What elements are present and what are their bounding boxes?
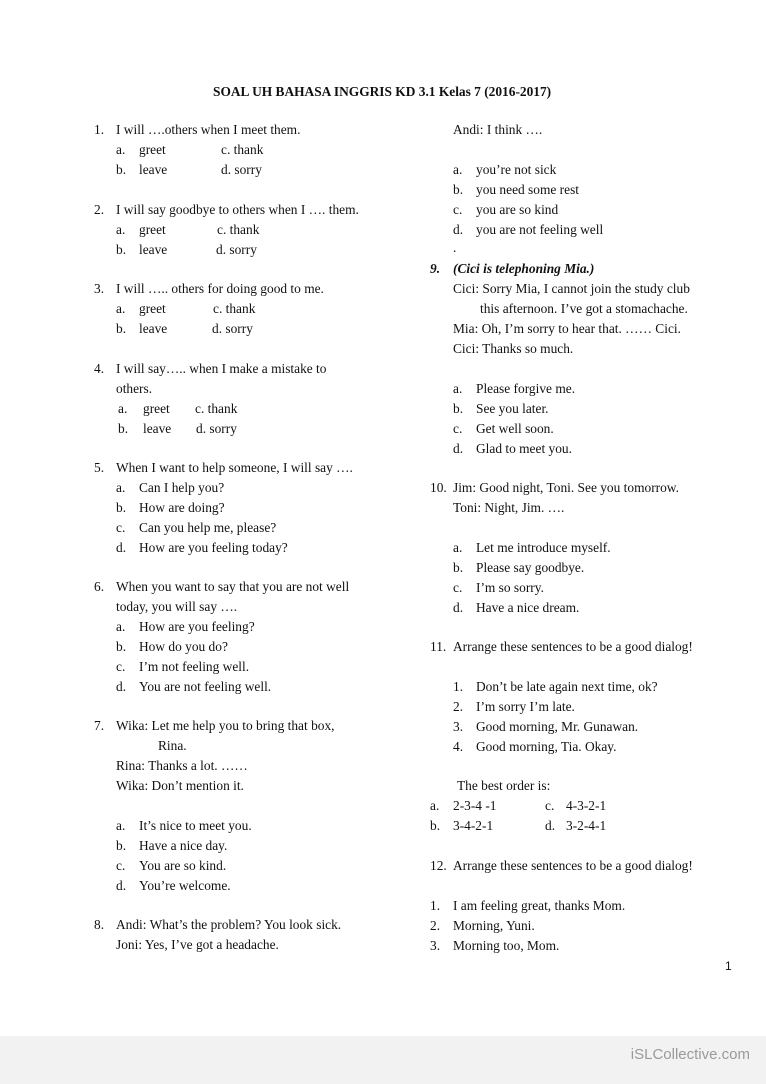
sentence-number: 2. (453, 699, 464, 714)
option-c-letter: c. (116, 659, 126, 674)
dialog-line: Rina. (158, 738, 187, 753)
question-text-cont: today, you will say …. (116, 599, 238, 614)
option-a: greet (139, 222, 166, 237)
option-d-letter: d. (453, 441, 464, 456)
sentence: I am feeling great, thanks Mom. (453, 898, 626, 913)
option-b: How do you do? (139, 639, 228, 654)
option-b-letter: b. (118, 421, 129, 436)
option-a: 2-3-4 -1 (453, 798, 497, 813)
option-b: 3-4-2-1 (453, 818, 494, 833)
option-d: Glad to meet you. (476, 441, 572, 456)
option-b: Please say goodbye. (476, 560, 585, 575)
stray-dot: . (453, 240, 457, 255)
question-text: When I want to help someone, I will say …. (116, 460, 353, 475)
option-b: leave (139, 162, 168, 177)
option-c-letter: c. (116, 858, 126, 873)
option-c: 4-3-2-1 (566, 798, 607, 813)
dialog-line: Cici: Sorry Mia, I cannot join the study club (453, 281, 690, 296)
option-c: Get well soon. (476, 421, 554, 436)
option-a: greet (139, 301, 166, 316)
option-a-letter: a. (116, 301, 126, 316)
page-number: 1 (725, 959, 732, 973)
dialog-line: Cici: Thanks so much. (453, 341, 574, 356)
dialog-line: Mia: Oh, I’m sorry to hear that. …… Cici. (453, 321, 681, 336)
option-d-letter: d. (545, 818, 556, 833)
option-a-letter: a. (116, 619, 126, 634)
question-number: 7. (94, 718, 105, 733)
option-b-letter: b. (116, 838, 127, 853)
question-number: 2. (94, 202, 105, 217)
question-heading: (Cici is telephoning Mia.) (453, 261, 595, 276)
option-a: Can I help you? (139, 480, 225, 495)
option-b-letter: b. (116, 321, 127, 336)
sentence-number: 4. (453, 739, 464, 754)
question-number: 11. (430, 639, 447, 654)
question-number: 6. (94, 579, 105, 594)
option-b: you need some rest (476, 182, 580, 197)
option-d: How are you feeling today? (139, 540, 288, 555)
question-number: 3. (94, 281, 105, 296)
option-b-letter: b. (453, 560, 464, 575)
sentence: Morning, Yuni. (453, 918, 535, 933)
question-text: I will ….others when I meet them. (116, 122, 301, 137)
option-a-letter: a. (453, 162, 463, 177)
option-b-letter: b. (116, 242, 127, 257)
option-d: d. sorry (221, 162, 262, 177)
sentence-number: 3. (453, 719, 464, 734)
option-b-letter: b. (116, 500, 127, 515)
sentence: Good morning, Tia. Okay. (476, 739, 617, 754)
option-a: you’re not sick (476, 162, 557, 177)
option-a: It’s nice to meet you. (139, 818, 252, 833)
option-c: I’m so sorry. (476, 580, 544, 595)
option-b: leave (143, 421, 172, 436)
option-b: Have a nice day. (139, 838, 228, 853)
option-c: c. thank (217, 222, 260, 237)
option-d: You’re welcome. (139, 878, 231, 893)
option-d: d. sorry (216, 242, 257, 257)
question-text: When you want to say that you are not well (116, 579, 350, 594)
option-d: you are not feeling well (476, 222, 604, 237)
sentence-number: 2. (430, 918, 441, 933)
option-b: See you later. (476, 401, 549, 416)
question-text: Arrange these sentences to be a good dialog! (453, 639, 693, 654)
option-b-letter: b. (453, 401, 464, 416)
option-b: How are doing? (139, 500, 225, 515)
option-d-letter: d. (116, 540, 127, 555)
option-d-letter: d. (453, 222, 464, 237)
question-text: I will say….. when I make a mistake to (116, 361, 327, 376)
question-number: 1. (94, 122, 105, 137)
option-a-letter: a. (453, 381, 463, 396)
option-a-letter: a. (116, 818, 126, 833)
option-a: greet (139, 142, 166, 157)
option-d: d. sorry (212, 321, 253, 336)
option-b-letter: b. (116, 639, 127, 654)
option-d-letter: d. (116, 679, 127, 694)
sentence-number: 1. (453, 679, 464, 694)
option-a-letter: a. (453, 540, 463, 555)
question-number: 8. (94, 917, 105, 932)
option-a-letter: a. (116, 222, 126, 237)
option-d: You are not feeling well. (139, 679, 272, 694)
option-a-letter: a. (430, 798, 440, 813)
option-b-letter: b. (430, 818, 441, 833)
dialog-line: Joni: Yes, I’ve got a headache. (116, 937, 279, 952)
option-c: c. thank (195, 401, 238, 416)
option-c-letter: c. (453, 421, 463, 436)
option-a: Please forgive me. (476, 381, 576, 396)
dialog-line: Jim: Good night, Toni. See you tomorrow. (453, 480, 679, 495)
question-text-cont: others. (116, 381, 153, 396)
question-number: 12. (430, 858, 447, 873)
option-a: Let me introduce myself. (476, 540, 611, 555)
option-c: You are so kind. (139, 858, 227, 873)
sentence-number: 1. (430, 898, 441, 913)
dialog-line: Wika: Don’t mention it. (116, 778, 244, 793)
question-text: I will ….. others for doing good to me. (116, 281, 324, 296)
watermark-logo[interactable]: iSLCollective.com (630, 1046, 750, 1063)
option-c: I’m not feeling well. (139, 659, 250, 674)
dialog-line: Toni: Night, Jim. …. (453, 500, 565, 515)
option-c: c. thank (221, 142, 264, 157)
question-number: 9. (430, 261, 441, 276)
option-c-letter: c. (453, 580, 463, 595)
sentence: I’m sorry I’m late. (476, 699, 575, 714)
option-c-letter: c. (545, 798, 555, 813)
option-d: d. sorry (196, 421, 237, 436)
question-text: Arrange these sentences to be a good dialog! (453, 858, 693, 873)
option-d-letter: d. (116, 878, 127, 893)
question-text: I will say goodbye to others when I …. them. (116, 202, 359, 217)
option-c: you are so kind (476, 202, 559, 217)
option-b-letter: b. (116, 162, 127, 177)
option-b-letter: b. (453, 182, 464, 197)
option-d: Have a nice dream. (476, 600, 580, 615)
option-a: How are you feeling? (139, 619, 255, 634)
option-c: Can you help me, please? (139, 520, 277, 535)
best-order-label: The best order is: (457, 778, 551, 793)
dialog-line: this afternoon. I’ve got a stomachache. (480, 301, 688, 316)
option-b: leave (139, 321, 168, 336)
sentence: Morning too, Mom. (453, 938, 560, 953)
option-c-letter: c. (453, 202, 463, 217)
dialog-line: Andi: I think …. (453, 122, 543, 137)
sentence-number: 3. (430, 938, 441, 953)
dialog-line: Rina: Thanks a lot. …… (116, 758, 248, 773)
option-a-letter: a. (118, 401, 128, 416)
option-a: greet (143, 401, 170, 416)
option-d: 3-2-4-1 (566, 818, 607, 833)
question-number: 5. (94, 460, 105, 475)
page-title: SOAL UH BAHASA INGGRIS KD 3.1 Kelas 7 (2016-2017) (213, 84, 552, 99)
option-b: leave (139, 242, 168, 257)
dialog-line: Andi: What’s the problem? You look sick. (116, 917, 342, 932)
sentence: Don’t be late again next time, ok? (476, 679, 658, 694)
option-c: c. thank (213, 301, 256, 316)
option-d-letter: d. (453, 600, 464, 615)
option-a-letter: a. (116, 480, 126, 495)
question-number: 10. (430, 480, 447, 495)
option-c-letter: c. (116, 520, 126, 535)
question-number: 4. (94, 361, 105, 376)
dialog-line: Wika: Let me help you to bring that box, (116, 718, 335, 733)
sentence: Good morning, Mr. Gunawan. (476, 719, 639, 734)
option-a-letter: a. (116, 142, 126, 157)
